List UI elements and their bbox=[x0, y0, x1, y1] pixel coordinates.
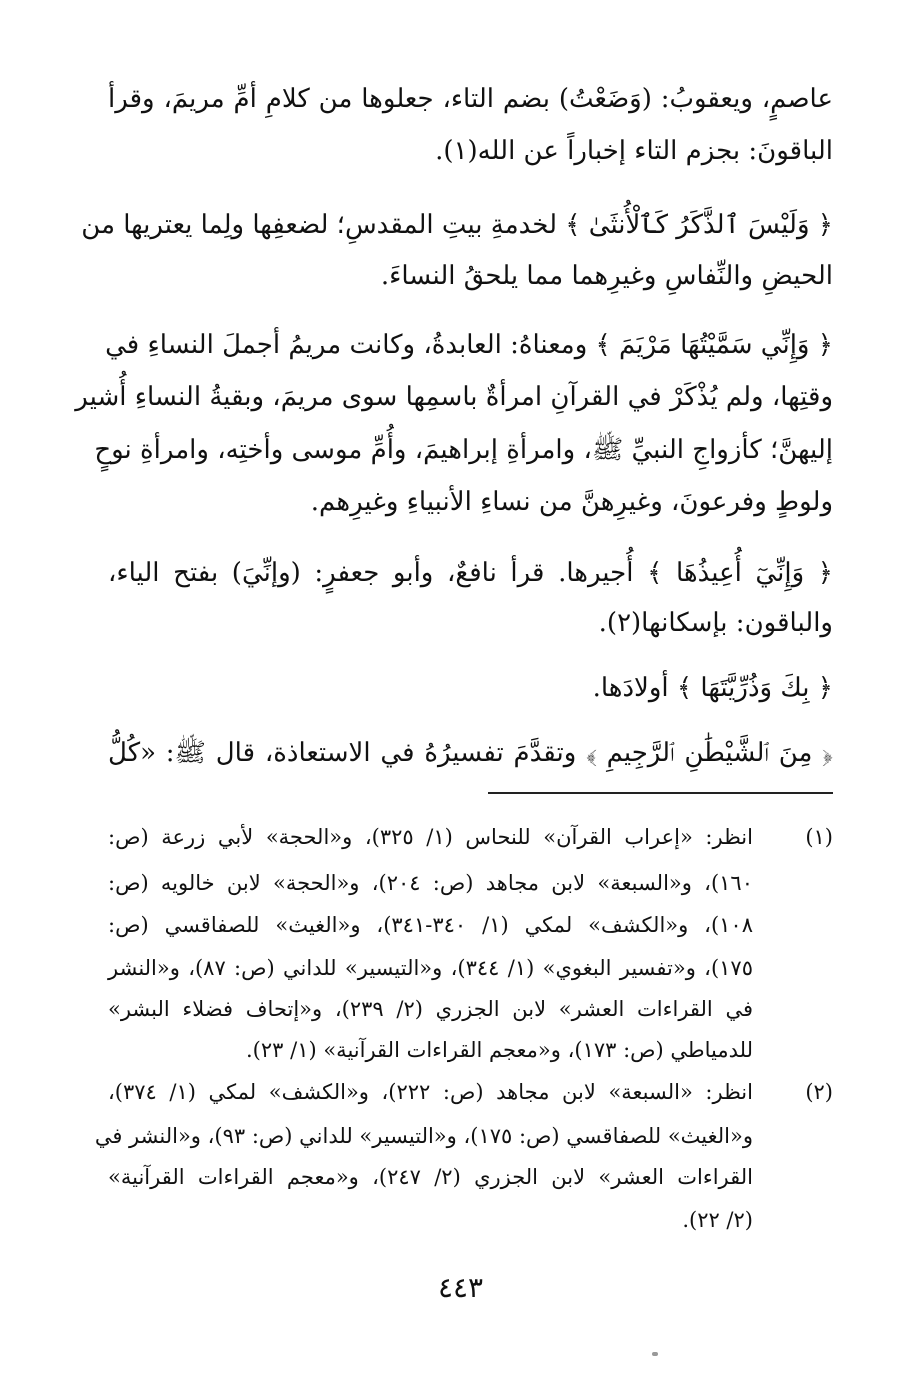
footnote-line: ١٠٨)، و«الكشف» لمكي (١/ ٣٤٠-٣٤١)، و«الغيث» للصفاقسي (ص: bbox=[108, 913, 753, 937]
footnote-line: للدمياطي (ص: ١٧٣)، و«معجم القراءات القرآنية» (١/ ٢٣). bbox=[245, 1038, 753, 1062]
footnote-line: ١٦٠)، و«السبعة» لابن مجاهد (ص: ٢٠٤)، و«الحجة» لابن خالويه (ص: bbox=[108, 871, 753, 895]
body-line: ﴿ وَإِنِّي سَمَّيْتُهَا مَرْيَمَ ﴾ ومعناهُ: العابدةُ، وكانت مريمُ أجملَ النساءِ في bbox=[105, 330, 833, 360]
body-line: إليهنَّ؛ كأزواجِ النبيِّ ﷺ، وامرأةِ إبراهيمَ، وأُمِّ موسى وأختِه، وامرأةِ نوحٍ bbox=[94, 435, 833, 465]
body-line: ولوطٍ وفرعونَ، وغيرِهنَّ من نساءِ الأنبياءِ وغيرِهم. bbox=[310, 487, 833, 517]
body-line: الباقونَ: بجزم التاء إخباراً عن الله(١). bbox=[435, 136, 833, 166]
footnote-line: انظر: «السبعة» لابن مجاهد (ص: ٢٢٢)، و«الكشف» لمكي (١/ ٣٧٤)، bbox=[108, 1080, 753, 1104]
body-line: الحيضِ والنِّفاسِ وغيرِهما مما يلحقُ النساءَ. bbox=[380, 261, 833, 291]
body-line: ﴿ مِنَ ٱلشَّيْطَٰنِ ٱلرَّجِيمِ ﴾ وتقدَّمَ تفسيرُهُ في الاستعاذة، قال ﷺ: «كُلُّ bbox=[108, 738, 833, 768]
body-line: ﴿ وَإِنِّيٓ أُعِيذُهَا ﴾ أُجيرها. قرأ نافعٌ، وأبو جعفرٍ: (وإنِّيَ) بفتح الياء، bbox=[108, 558, 833, 588]
body-line: ﴿ بِكَ وَذُرِّيَّتَهَا ﴾ أولادَها. bbox=[592, 673, 833, 703]
footnote-number: (٢) bbox=[805, 1080, 833, 1104]
footnote-line: القراءات العشر» لابن الجزري (٢/ ٢٤٧)، و«معجم القراءات القرآنية» bbox=[108, 1165, 753, 1189]
scan-speck bbox=[652, 1352, 658, 1356]
body-line: ﴿ وَلَيْسَ ٱلذَّكَرُ كَٱلْأُنثَىٰ ﴾ لخدمةِ بيتِ المقدسِ؛ لضعفِها ولِما يعتريها من bbox=[81, 210, 833, 240]
body-line: والباقون: بإسكانها(٢). bbox=[598, 608, 833, 638]
footnote-line: انظر: «إعراب القرآن» للنحاس (١/ ٣٢٥)، و«الحجة» لأبي زرعة (ص: bbox=[108, 825, 753, 849]
footnote-line: (٢/ ٢٢). bbox=[682, 1208, 753, 1232]
body-line: وقتِها، ولم يُذْكَرْ في القرآنِ امرأةٌ باسمِها سوى مريمَ، وبقيةُ النساءِ أُشير bbox=[75, 382, 833, 412]
page-number: ٤٤٣ bbox=[437, 1271, 484, 1304]
footnote-number: (١) bbox=[805, 825, 833, 849]
footnote-line: و«الغيث» للصفاقسي (ص: ١٧٥)، و«التيسير» للداني (ص: ٩٣)، و«النشر في bbox=[94, 1124, 753, 1148]
footnote-separator bbox=[488, 792, 833, 794]
body-line: عاصمٍ، ويعقوبُ: (وَضَعْتُ) بضم التاء، جعلوها من كلامِ أمِّ مريمَ، وقرأ bbox=[108, 84, 833, 114]
footnote-line: ١٧٥)، و«تفسير البغوي» (١/ ٣٤٤)، و«التيسير» للداني (ص: ٨٧)، و«النشر bbox=[108, 956, 753, 980]
footnote-line: في القراءات العشر» لابن الجزري (٢/ ٢٣٩)، و«إتحاف فضلاء البشر» bbox=[108, 997, 753, 1021]
